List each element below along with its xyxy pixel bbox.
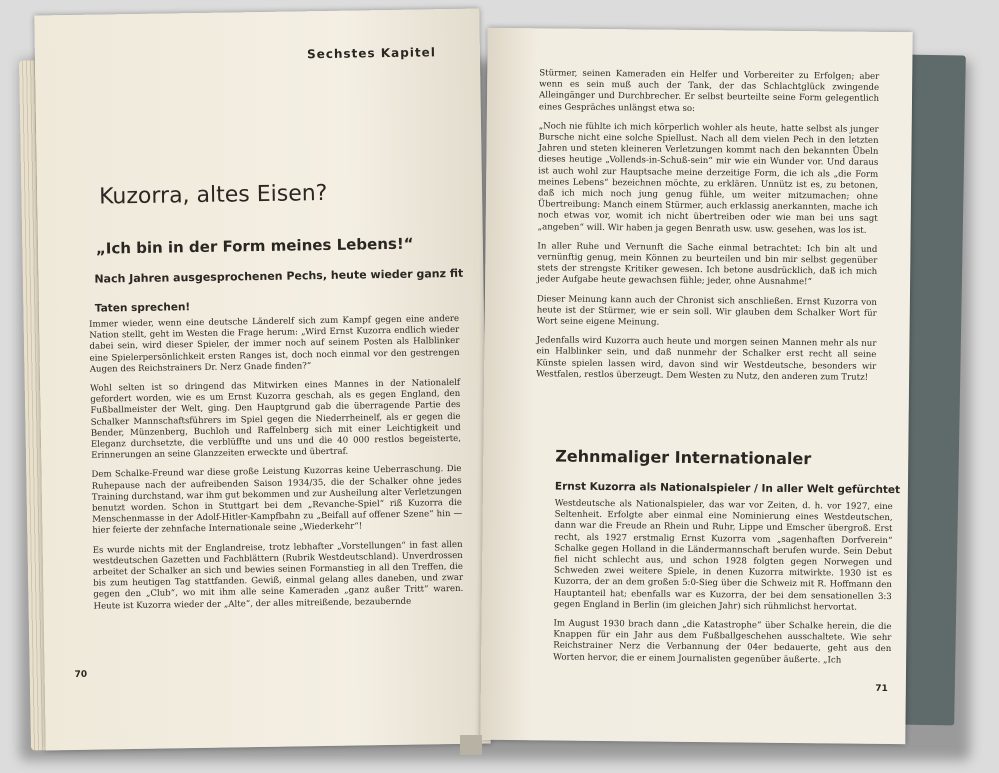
paragraph: Dem Schalke-Freund war diese große Leistung Kuzorras keine Ueberraschung. Die Ruhepause nach der aufreibenden Saison 1934/35, die der Schalker ohne jedes Training durchstand, war ihm gut bekommen und zur Ausheilung alter Verletzungen benutzt worden. Schon in Stuttgart bei dem „Revanche-Spiel“ riß Kuzorra die Menschenmasse in der Adolf-Hitler-Kampfbahn zu „Beifall auf offener Szene“ hin — hier feierte der zehnfache Internationale seine „Wiederkehr“! bbox=[91, 464, 463, 537]
paragraph: Dieser Meinung kann auch der Chronist sich anschließen. Ernst Kuzorra von heute ist der Stürmer, wie er sein soll. Wir glauben dem Schalker Wort für Wort seine eigene Meinung. bbox=[536, 293, 877, 328]
subtitle: Nach Jahren ausgesprochenen Pechs, heute wieder ganz fit bbox=[94, 266, 464, 286]
page-number-right: 71 bbox=[875, 683, 888, 695]
paragraph: Stürmer, seinen Kameraden ein Helfer und Vorbereiter zu Erfolgen; aber wenn es sein muß auch der Tank, der das Schlachtglück zwingende Alleingänger und Durchbrecher. Er selbst beurteilte seine Form gelegentlich eines Gespräches unlängst etwa so: bbox=[538, 68, 880, 114]
left-page bbox=[34, 9, 490, 751]
paragraph: „Noch nie fühlte ich mich körperlich wohler als heute, hatte selbst als junger Bursche nicht eine solche Spiellust. Nach all dem vielen Pech in den letzten Jahren und steten kleineren Verletzungen kommt nach den bekannten Übeln dieses heutige „Vollends-in-Schuß-sein“ mir wie ein Wunder vor. Und daraus ist auch wohl zur Hauptsache meine derzeitige Form, die ich als „die Form meines Lebens“ bezeichnen möchte, zu erklären. Unnütz ist es, zu betonen, daß ich mich noch jung genug fühle, um weiter mitzumachen; ohne Übertreibung: Manch einem Stürmer, auch erklassig anerkannten, mache ich noch etwas vor, womit ich nicht übertreiben oder wie man bei uns sagt „angeben“ will. Wir haben ja gegen Benrath usw. usw. gesehen, was los ist. bbox=[537, 121, 879, 236]
page-number-left: 70 bbox=[74, 669, 88, 680]
paragraph: Wohl selten ist so dringend das Mitwirken eines Mannes in der Nationalelf gefordert worden, wie es um Ernst Kuzorra geschah, als es gegen England, den Fußballmeister der Welt, ging. Den Hauptgrund gab die überragende Partie des Schalker Mannschaftsführers im Spiel gegen die Niederrheinelf, als er gegen die Bender, Münzenberg, Buchloh und Raffelnberg sich mit einer Leichtigkeit und Eleganz durchsetzte, die verblüffte und uns und die 40 000 restlos begeisterte, Erinnerungen an seine Glanzzeiten erweckte und übertraf. bbox=[90, 377, 462, 461]
paragraph: In aller Ruhe und Vernunft die Sache einmal betrachtet: Ich bin alt und vernünftig genug, mein Können zu beurteilen und bin mir selbst gegenüber stets der strengste Kritiker gewesen. Ich betone ausdrücklich, daß ich mich jeder Aufgabe heute gewachsen fühle; jeder, ohne Ausnahme!“ bbox=[537, 241, 878, 288]
right-page bbox=[480, 28, 912, 744]
bookmark-ribbon bbox=[460, 735, 482, 755]
paragraph: Im August 1930 brach dann „die Katastrophe“ über Schalke herein, die die Knappen für ein Jahr aus dem Fußballgeschehen ausschaltete. Wie sehr Reichstrainer Nerz die Verbannung der 04er bedauerte, geht aus den Worten hervor, die er einem Journalisten gegenüber äußerte. „Ich bbox=[553, 618, 892, 666]
right-body-text-top bbox=[536, 68, 879, 392]
headline-quote: „Ich bin in der Form meines Lebens!“ bbox=[95, 234, 414, 258]
paragraph: Immer wieder, wenn eine deutsche Länderelf sich zum Kampf gegen eine andere Nation stellt, geht im Westen die Frage herum: „Wird Ernst Kuzorra endlich wieder dabei sein, wird dieser Spieler, der immer noch auf seinem Posten als Halblinker eine Spielerpersönlichkeit ersten Ranges ist, doch noch einmal vor den gestrengen Augen des Reichstrainers Dr. Nerz Gnade finden?“ bbox=[89, 313, 460, 375]
section-title: Zehnmaliger Internationaler bbox=[555, 446, 812, 469]
paragraph: Westdeutsche als Nationalspieler, das war vor Zeiten, d. h. vor 1927, eine Seltenheit. Erfolgte aber einmal eine Nominierung eines Westdeutschen, dann war die Freude an Rhein und Ruhr, Lippe und Emscher übergroß. Erst recht, als 1927 erstmalig Ernst Kuzorra vom „sagenhaften Dorfverein“ Schalke gegen Holland in die Ländermannschaft berufen wurde. Sein Debut fiel nicht schlecht aus, und schon 1928 folgten gegen Norwegen und Schweden zwei weitere Spiele, in denen Kuzorra mitwirkte. 1930 ist es Kuzorra, der an dem großen 5:0-Sieg über die Schweiz mit R. Hoffmann den Hauptanteil hat; ebenfalls war es Kuzorra, der bei dem sensationellen 3:3 gegen England in Berlin (im gleichen Jahr) sich rühmlichst hervortat. bbox=[553, 498, 893, 613]
paragraph: Es wurde nichts mit der Englandreise, trotz lebhafter „Vorstellungen“ in fast allen westdeutschen Gazetten und Fachblättern (Rubrik Westdeutschland). Unverdrossen arbeitet der Schalker an sich und bewies seinen Formanstieg in all den Treffen, die bis zum heutigen Tag stattfanden. Gewiß, einmal gelang alles daneben, und zwar gegen den „Club“, wo mit ihm alle seine Kameraden „ganz außer Tritt“ waren. Heute ist Kuzorra wieder der „Alte“, der alles mitreißende, bezaubernde bbox=[92, 539, 464, 612]
chapter-heading: Sechstes Kapitel bbox=[306, 45, 436, 62]
section-subtitle: Ernst Kuzorra als Nationalspieler / In aller Welt gefürchtet bbox=[554, 480, 901, 497]
left-body-text bbox=[89, 314, 464, 621]
chapter-title: Kuzorra, altes Eisen? bbox=[98, 180, 328, 210]
right-body-text-bottom bbox=[553, 499, 893, 675]
section-heading: Taten sprechen! bbox=[94, 301, 191, 315]
paragraph: Jedenfalls wird Kuzorra auch heute und morgen seinen Mannen mehr als nur ein Halblinker sein, und daß nunmehr der Schalker erst recht all seine Künste spielen lassen wird, davon sind wir Westdeutsche, besonders wir Westfalen, restlos überzeugt. Dem Westen zu Nutz, den anderen zum Trutz! bbox=[536, 335, 877, 383]
